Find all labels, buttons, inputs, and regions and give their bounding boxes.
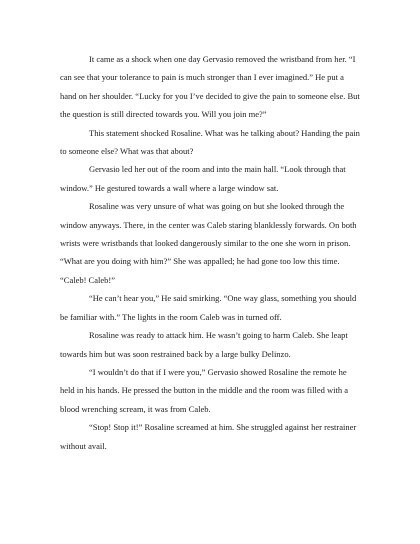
paragraph-3: Gervasio led her out of the room and into the main hall. “Look through that window.” He gestured towards a wall where a large window sat. bbox=[60, 164, 346, 193]
paragraph-8: “Stop! Stop it!” Rosaline screamed at him. She struggled against her restrainer without avail. bbox=[60, 422, 357, 451]
paragraph-5: “He can’t hear you,” He said smirking. “One way glass, something you should be familiar with.” The lights in the room Caleb was in turned off. bbox=[60, 293, 357, 322]
paragraph-1: It came as a shock when one day Gervasio removed the wristband from her. “I can see that your tolerance to pain is much stronger than I ever imagined.” He put a hand on her shoulder. “Lucky for you I’ve decided to give the pain to someone else. But the question is still directed towards you. Will you join me?” bbox=[60, 54, 360, 120]
paragraph-2: This statement shocked Rosaline. What was he talking about? Handing the pain to someone else? What was that about? bbox=[60, 127, 360, 157]
paragraph-6: Rosaline was ready to attack him. He wasn’t going to harm Caleb. She leapt towards him but was soon restrained back by a large bulky Delinzo. bbox=[60, 330, 348, 359]
paragraph-4: Rosaline was very unsure of what was going on but she looked through the window anyways. There, in the center was Caleb staring blanklessly forwards. On both wrists were wristbands that looked dangerously similar to the one she worn in prison. “What are you doing with him?” She was appalled; he had gone too low this time. “Caleb! Caleb!” bbox=[60, 201, 357, 285]
paragraph-7: “I wouldn’t do that if I were you,” Gervasio showed Rosaline the remote he held in his hands. He pressed the button in the middle and the room was filled with a blood wrenching scream, it was from Caleb. bbox=[60, 366, 348, 414]
